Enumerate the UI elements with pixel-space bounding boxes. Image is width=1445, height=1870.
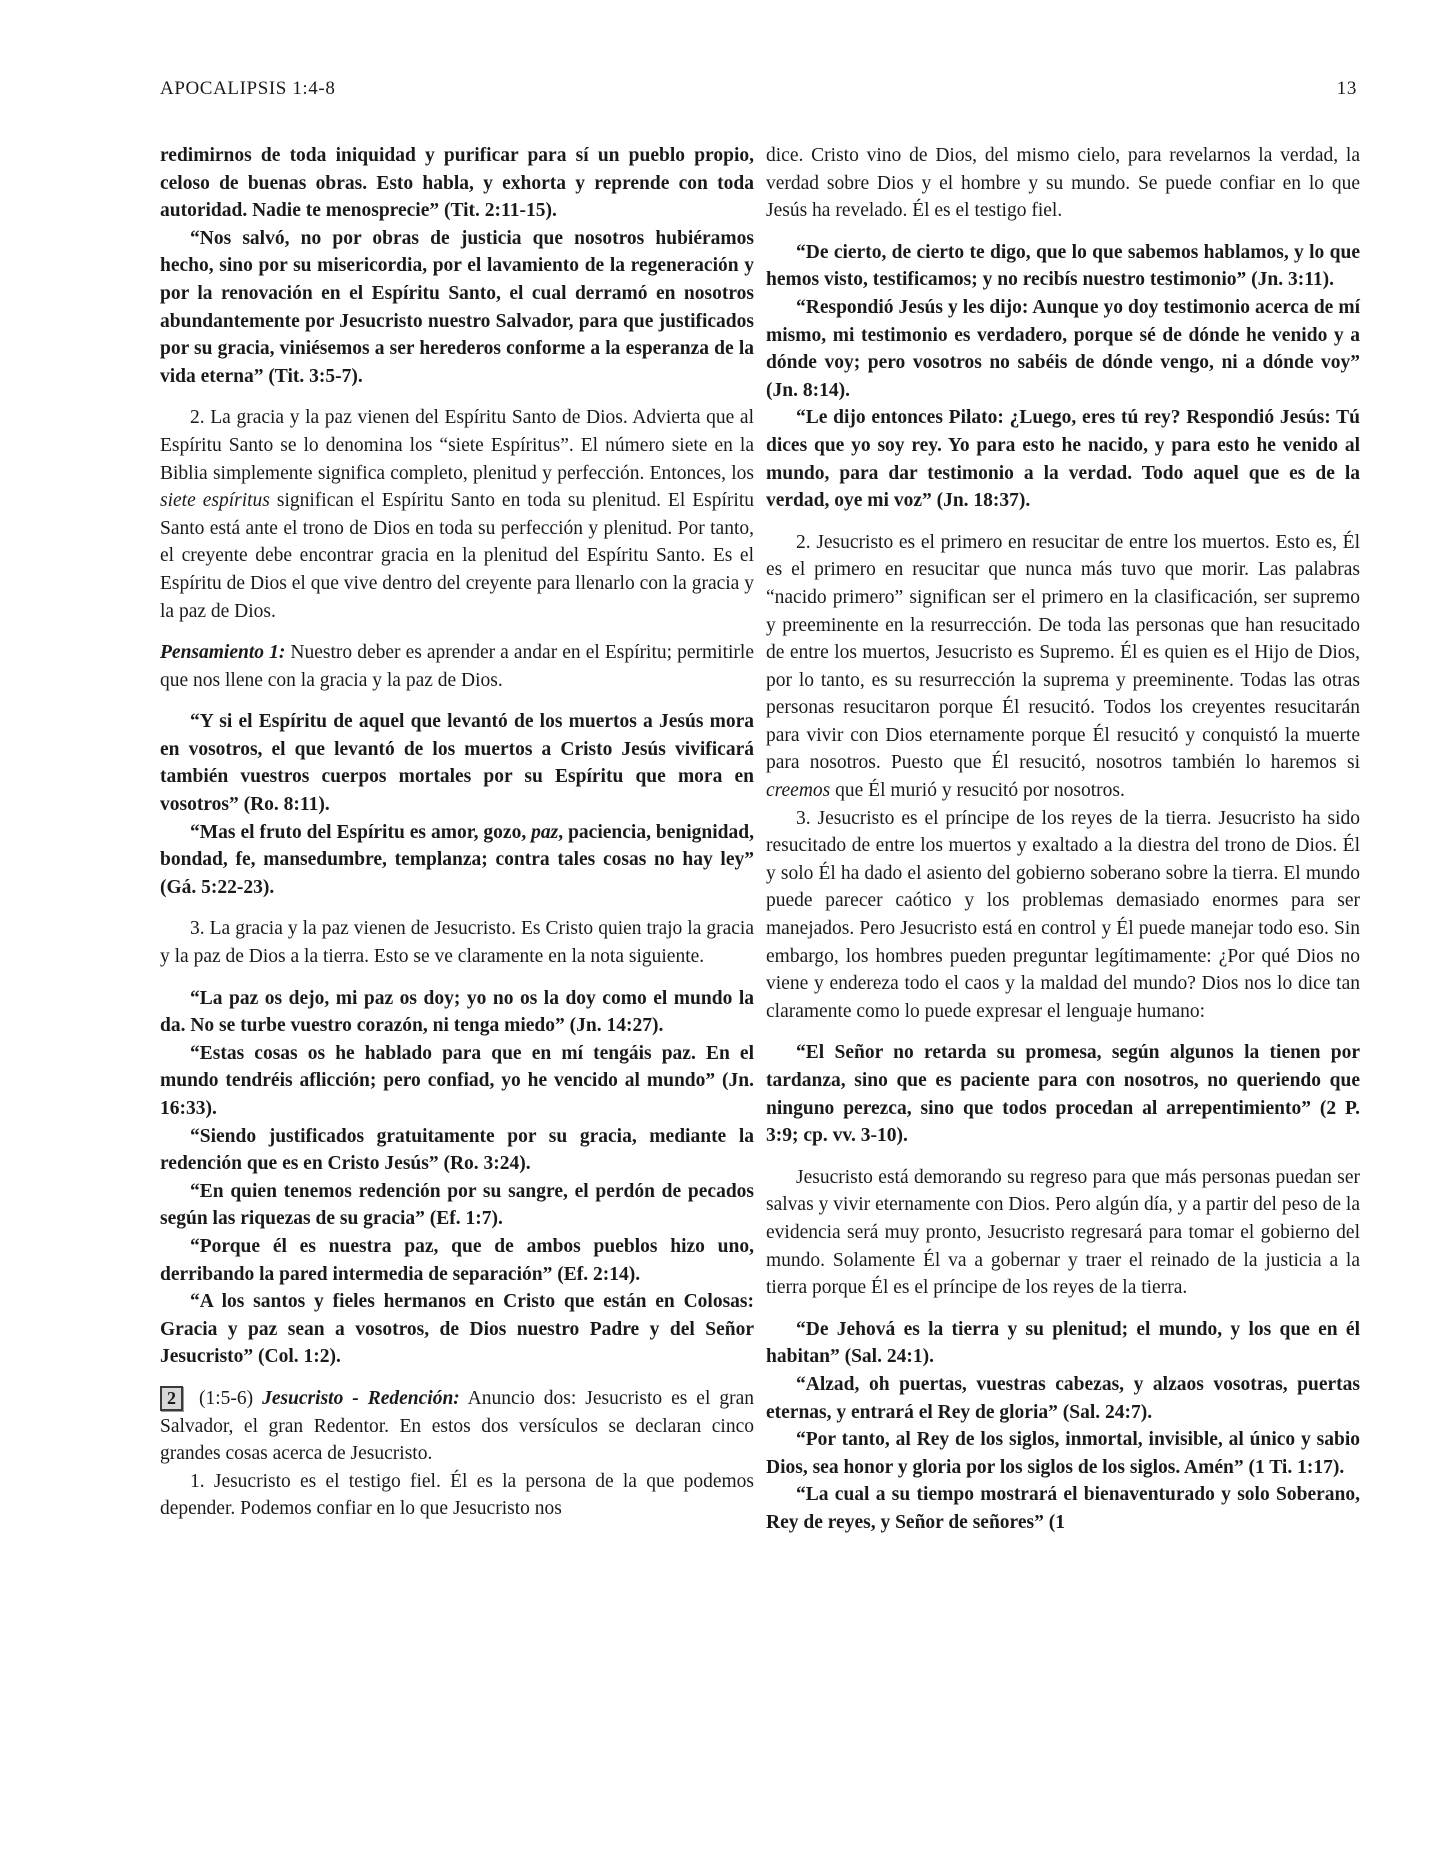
scripture-quote (766, 239, 1360, 294)
text-segment: dice. Cristo vino de Dios, del mismo cielo, para revelarnos la verdad, la verdad sobre Dios y el hombre y su mundo. Se puede confiar en lo que Jesús ha revelado. Él es el testigo fiel. (766, 145, 1360, 222)
text-segment: “De Jehová es la tierra y su plenitud; el mundo, y los que en él habitan” (Sal. 24:1). (766, 1318, 1360, 1368)
scripture-quote (160, 1288, 754, 1371)
text-segment: “Porque él es nuestra paz, que de ambos pueblos hizo uno, derribando la pared intermedia de separación” (Ef. 2:14). (160, 1235, 754, 1285)
thought-paragraph (160, 639, 754, 694)
text-segment: que Él murió y resucitó por nosotros. (830, 780, 1125, 802)
text-segment: Anuncio dos: Jesucristo es el gran Salvador, el gran Redentor. En estos dos versículos se declaran cinco grandes cosas acerca de Jesucristo. (160, 1387, 754, 1465)
text-segment: redimirnos de toda iniquidad y purificar para sí un pueblo propio, celoso de buenas obras. Esto habla, y exhorta y reprende con toda autoridad. Nadie te menosprecie” (Tit. 2:11-15). (160, 145, 754, 222)
section-number-box: 2 (160, 1386, 183, 1411)
text-segment: “En quien tenemos redención por su sangre, el perdón de pecados según las riquezas de su gracia” (Ef. 1:7). (160, 1180, 754, 1230)
scripture-quote (766, 404, 1360, 514)
text-segment: siete espíritus (160, 490, 270, 512)
text-segment: Pensamiento 1: (160, 642, 286, 664)
text-segment: “Le dijo entonces Pilato: ¿Luego, eres tú rey? Respondió Jesús: Tú dices que yo soy rey. Yo para esto he nacido, y para esto he venido al mundo, para dar testimonio a la verdad. Todo aquel que es de la verdad, oye mi voz” (Jn. 18:37). (766, 407, 1360, 512)
scripture-quote (160, 708, 754, 818)
scripture-quote (160, 985, 754, 1040)
running-title: APOCALIPSIS 1:4-8 (160, 78, 336, 99)
scripture-quote (160, 142, 754, 225)
right-column (766, 142, 1360, 1537)
scripture-quote (160, 1123, 754, 1178)
scripture-quote (160, 1040, 754, 1123)
text-segment: “Y si el Espíritu de aquel que levantó de los muertos a Jesús mora en vosotros, el que levantó de los muertos a Cristo Jesús vivificará también vuestros cuerpos mortales por su Espíritu que mora en vosotros” (Ro. 8:11). (160, 711, 754, 816)
text-segment: 1. Jesucristo es el testigo fiel. Él es la persona de la que podemos depender. Podemos confiar en lo que Jesucristo nos (160, 1470, 754, 1520)
paragraph (160, 404, 754, 625)
page-number: 13 (1336, 78, 1357, 99)
text-segment: “Mas el fruto del Espíritu es amor, gozo, (190, 821, 532, 843)
paragraph (766, 142, 1360, 225)
text-segment: Nuestro deber es aprender a andar en el Espíritu; permitirle que nos llene con la gracia y la paz de Dios. (160, 642, 754, 691)
text-segment: “El Señor no retarda su promesa, según algunos la tienen por tardanza, sino que es paciente para con nosotros, no queriendo que ninguno perezca, sino que todos procedan al arrepentimiento” (2 P. 3:9; cp. vv. 3-10). (766, 1042, 1360, 1147)
text-segment: 2. La gracia y la paz vienen del Espíritu Santo de Dios. Advierta que al Espíritu Santo se lo denomina los “siete Espíritus”. El número siete en la Biblia simplemente significa completo, plenitud y perfección. Entonces, los (160, 407, 754, 484)
text-segment: 3. La gracia y la paz vienen de Jesucristo. Es Cristo quien trajo la gracia y la paz de Dios a la tierra. Esto se ve claramente en la nota siguiente. (160, 918, 754, 968)
text-segment: “Estas cosas os he hablado para que en mí tengáis paz. En el mundo tendréis aflicción; pero confiad, yo he vencido al mundo” (Jn. 16:33). (160, 1042, 754, 1119)
page-content (0, 100, 1445, 1537)
text-segment: , paciencia, benignidad, bondad, fe, mansedumbre, templanza; contra tales cosas no hay ley” (Gá. 5:22-23). (160, 821, 754, 898)
text-segment: “A los santos y fieles hermanos en Cristo que están en Colosas: Gracia y paz sean a vosotros, de Dios nuestro Padre y del Señor Jesucristo” (Col. 1:2). (160, 1291, 754, 1368)
scripture-quote (766, 1426, 1360, 1481)
paragraph (766, 1164, 1360, 1302)
scripture-quote (160, 1178, 754, 1233)
scripture-quote (160, 819, 754, 902)
scripture-quote (766, 294, 1360, 404)
section-heading (160, 1385, 754, 1468)
scripture-quote (160, 1233, 754, 1288)
text-segment: (1:5-6) (190, 1387, 263, 1409)
text-segment: “De cierto, de cierto te digo, que lo que sabemos hablamos, y lo que hemos visto, testificamos; y no recibís nuestro testimonio” (Jn. 3:11). (766, 241, 1360, 291)
text-segment: “La paz os dejo, mi paz os doy; yo no os la doy como el mundo la da. No se turbe vuestro corazón, ni tenga miedo” (Jn. 14:27). (160, 987, 754, 1037)
scripture-quote (766, 1481, 1360, 1536)
text-segment: creemos (766, 780, 831, 802)
text-segment: “Siendo justificados gratuitamente por su gracia, mediante la redención que es en Cristo Jesús” (Ro. 3:24). (160, 1125, 754, 1175)
left-column (160, 142, 754, 1537)
paragraph (160, 915, 754, 970)
text-segment: Jesucristo - Redención: (262, 1387, 460, 1409)
paragraph (766, 805, 1360, 1026)
text-segment: “Respondió Jesús y les dijo: Aunque yo doy testimonio acerca de mí mismo, mi testimonio es verdadero, porque sé de dónde he venido y a dónde voy; pero vosotros no sabéis de dónde vengo, ni a dónde voy” (Jn. 8:14). (766, 296, 1360, 401)
text-segment: paz (531, 821, 559, 843)
text-segment: “Por tanto, al Rey de los siglos, inmortal, invisible, al único y sabio Dios, sea honor y gloria por los siglos de los siglos. Amén” (1 Ti. 1:17). (766, 1429, 1360, 1478)
scripture-quote (160, 225, 754, 391)
text-segment: “La cual a su tiempo mostrará el bienaventurado y solo Soberano, Rey de reyes, y Señor de señores” (1 (766, 1484, 1360, 1533)
paragraph (766, 529, 1360, 805)
text-segment: “Alzad, oh puertas, vuestras cabezas, y alzaos vosotras, puertas eternas, y entrará el Rey de gloria” (Sal. 24:7). (766, 1373, 1360, 1423)
page-header (0, 0, 1445, 100)
text-segment: 2. Jesucristo es el primero en resucitar de entre los muertos. Esto es, Él es el primero en resucitar que nunca más tuvo que morir. Las palabras “nacido primero” significan ser el primero en la clasificación, ser supremo y preeminente en la resurrección. De toda las personas que han resucitado de entre los muertos, Jesucristo es Supremo. Él es quien es el Hijo de Dios, por lo tanto, es su resurrección la suprema y preeminente. Todas las otras personas resucitaron porque Él resucitó. Todos los creyentes resucitarán para vivir con Dios eternamente porque Él resucitó y conquistó la muerte para nosotros. Puesto que Él resucitó, nosotros también lo haremos si (766, 531, 1360, 774)
text-segment: “Nos salvó, no por obras de justicia que nosotros hubiéramos hecho, sino por su misericordia, por el lavamiento de la regeneración y por la renovación en el Espíritu Santo, el cual derramó en nosotros abundantemente por Jesucristo nuestro Salvador, para que justificados por su gracia, viniésemos a ser herederos conforme a la esperanza de la vida eterna” (Tit. 3:5-7). (160, 227, 754, 387)
scripture-quote (766, 1039, 1360, 1149)
text-segment: 3. Jesucristo es el príncipe de los reyes de la tierra. Jesucristo ha sido resucitado de entre los muertos y exaltado a la diestra del trono de Dios. Él y solo Él ha dado el asiento del gobierno soberano sobre la tierra. El mundo puede parecer caótico y los problemas demasiado enormes para ser manejados. Pero Jesucristo está en control y Él puede manejar todo eso. Sin embargo, los hombres pueden preguntar legítimamente: ¿Por qué Dios no viene y endereza todo el caos y la maldad del mundo? Dios nos lo dice tan claramente como lo puede expresar el lenguaje humano: (766, 807, 1360, 1022)
paragraph (160, 1468, 754, 1523)
text-segment: Jesucristo está demorando su regreso para que más personas puedan ser salvas y vivir eternamente con Dios. Pero algún día, y a partir del peso de la evidencia será muy pronto, Jesucristo regresará para tomar el gobierno del mundo. Solamente Él va a gobernar y traer el reinado de la justicia a la tierra porque Él es el príncipe de los reyes de la tierra. (766, 1166, 1360, 1299)
scripture-quote (766, 1371, 1360, 1426)
scripture-quote (766, 1316, 1360, 1371)
text-segment: significan el Espíritu Santo en toda su plenitud. El Espíritu Santo está ante el trono de Dios en toda su perfección y plenitud. Por tanto, el creyente debe encontrar gracia en la plenitud del Espíritu Santo. Es el Espíritu de Dios el que vive dentro del creyente para llenarlo con la gracia y la paz de Dios. (160, 490, 754, 622)
